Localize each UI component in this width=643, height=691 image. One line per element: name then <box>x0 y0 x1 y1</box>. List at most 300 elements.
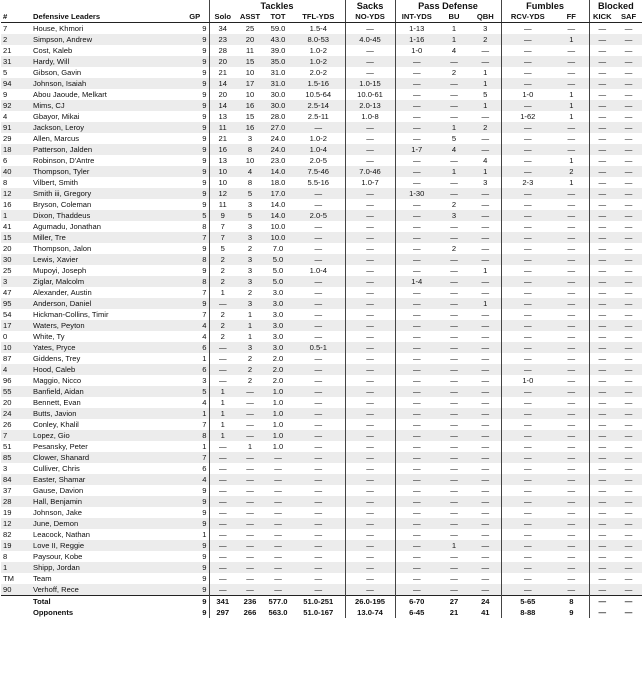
cell-sacks: — <box>345 320 395 331</box>
cell-asst: — <box>236 474 264 485</box>
group-header-row <box>1 0 642 11</box>
cell-sacks: — <box>345 463 395 474</box>
cell-ff: — <box>567 529 576 539</box>
cell-asst: 3 <box>247 221 253 231</box>
cell-rcv: — <box>501 463 554 474</box>
cell-bu: — <box>438 562 470 573</box>
cell-number: 40 <box>1 166 31 177</box>
cell-kick: — <box>589 188 615 199</box>
cell-rcv: — <box>501 529 554 540</box>
cell-solo: — <box>209 463 236 474</box>
cell-rcv: — <box>501 188 554 199</box>
cell-ff: — <box>567 265 576 275</box>
cell-number: 19 <box>3 507 12 517</box>
cell-rcv: — <box>501 485 554 496</box>
cell-saf: — <box>624 419 633 429</box>
cell-sacks: 1.0-15 <box>345 78 395 89</box>
cell-asst: — <box>246 485 254 495</box>
cell-saf: — <box>624 397 633 407</box>
cell-asst: — <box>236 518 264 529</box>
cell-tfl: — <box>314 419 323 429</box>
cell-ff: 1 <box>569 111 574 121</box>
cell-int: — <box>395 342 438 353</box>
cell-bu: — <box>438 188 470 199</box>
cell-ff: — <box>567 243 576 253</box>
cell-tot: 3.0 <box>272 309 284 319</box>
cell-tfl: — <box>292 584 345 596</box>
cell-bu: — <box>438 78 470 89</box>
cell-solo: — <box>209 485 236 496</box>
cell-number: 6 <box>3 155 8 165</box>
cell-gp: 6 <box>181 364 209 375</box>
table-row <box>1 221 642 232</box>
cell-sacks: — <box>345 309 395 320</box>
cell-tot: 3.0 <box>264 342 292 353</box>
cell-int: — <box>395 474 438 485</box>
cell-solo: 10 <box>209 166 236 177</box>
cell-tot: — <box>274 551 282 561</box>
cell-ff: — <box>554 342 589 353</box>
cell-tfl: — <box>314 507 323 517</box>
cell-player-name: Alexander, Austin <box>33 287 92 297</box>
cell-kick: — <box>589 232 615 243</box>
cell-asst: — <box>246 419 254 429</box>
cell-rcv: — <box>501 331 554 342</box>
cell-kick: — <box>589 56 615 67</box>
table-row <box>1 23 642 35</box>
cell-kick: — <box>589 23 615 35</box>
cell-bu: — <box>450 353 458 363</box>
cell-gp: 9 <box>181 584 209 596</box>
cell-saf: — <box>615 298 642 309</box>
cell-tfl: — <box>292 320 345 331</box>
cell-sacks: 26.0-195 <box>345 596 395 608</box>
cell-tfl: — <box>314 287 323 297</box>
cell-gp: 9 <box>202 507 207 517</box>
cell-tot: 7.0 <box>272 243 284 253</box>
cell-saf: — <box>615 232 642 243</box>
cell-tfl: 51.0-251 <box>292 596 345 608</box>
cell-kick: — <box>589 342 615 353</box>
cell-sacks: — <box>345 243 395 254</box>
cell-solo: — <box>209 364 236 375</box>
cell-asst: — <box>246 463 254 473</box>
cell-bu: — <box>450 155 458 165</box>
cell-tot: — <box>264 518 292 529</box>
cell-number: 25 <box>3 265 12 275</box>
cell-number: 3 <box>3 463 8 473</box>
cell-gp: 9 <box>181 298 209 309</box>
cell-asst: 3 <box>236 276 264 287</box>
cell-qbh: — <box>470 496 501 507</box>
cell-kick: — <box>589 430 615 441</box>
cell-saf: — <box>615 100 642 111</box>
cell-solo: — <box>209 529 236 540</box>
cell-qbh: — <box>481 287 490 297</box>
table-row <box>1 232 642 243</box>
cell-solo: — <box>209 584 236 596</box>
cell-kick: — <box>589 507 615 518</box>
cell-sacks: — <box>345 232 395 243</box>
cell-tfl: — <box>314 243 323 253</box>
table-row <box>1 397 642 408</box>
cell-gp: 7 <box>202 309 207 319</box>
cell-kick: — <box>589 397 615 408</box>
cell-tot: 59.0 <box>270 23 286 33</box>
cell-bu: — <box>450 89 458 99</box>
cell-saf: — <box>624 375 633 385</box>
column-header-row <box>1 11 642 23</box>
cell-rcv: — <box>501 386 554 397</box>
cell-rcv: — <box>501 298 554 309</box>
cell-saf: — <box>624 309 633 319</box>
cell-rcv: — <box>501 45 554 56</box>
cell-kick: — <box>589 573 615 584</box>
cell-tfl: 1.0-2 <box>292 56 345 67</box>
cell-ff: — <box>567 507 576 517</box>
cell-gp: 9 <box>202 199 207 209</box>
table-row <box>1 67 642 78</box>
cell-int: — <box>395 485 438 496</box>
table-row <box>1 474 642 485</box>
cell-player-name: Gbayor, Mikai <box>33 111 80 121</box>
cell-player-name: Shipp, Jordan <box>31 562 181 573</box>
cell-sacks: 4.0-45 <box>345 34 395 45</box>
cell-bu: 21 <box>449 607 459 617</box>
cell-player-name: Waters, Peyton <box>31 320 181 331</box>
cell-tot: 39.0 <box>270 45 286 55</box>
cell-gp: 7 <box>181 232 209 243</box>
cell-sacks: 10.0-61 <box>345 89 395 100</box>
cell-qbh: — <box>481 353 490 363</box>
cell-asst: 8 <box>236 144 264 155</box>
cell-rcv: — <box>501 441 554 452</box>
cell-solo: 16 <box>209 144 236 155</box>
cell-solo: 13 <box>209 111 236 122</box>
cell-gp: 1 <box>202 353 207 363</box>
cell-number: 20 <box>3 397 12 407</box>
cell-solo: 12 <box>209 188 236 199</box>
cell-player-name: Ziglar, Malcolm <box>31 276 181 287</box>
cell-bu: — <box>450 419 458 429</box>
cell-kick: — <box>589 298 615 309</box>
cell-player-name: Culliver, Chris <box>33 463 80 473</box>
cell-int: — <box>395 463 438 474</box>
cell-tfl: — <box>314 309 323 319</box>
cell-sacks: 1.0-8 <box>345 111 395 122</box>
cell-bu: — <box>438 100 470 111</box>
cell-ff: — <box>567 353 576 363</box>
cell-gp: 1 <box>202 529 207 539</box>
cell-player-name: Johnson, Isaiah <box>31 78 181 89</box>
cell-number: TM <box>3 573 14 583</box>
cell-int: — <box>395 210 438 221</box>
cell-sacks: — <box>345 452 395 463</box>
cell-asst: — <box>236 562 264 573</box>
cell-tfl: 2.0-2 <box>309 67 327 77</box>
cell-qbh: — <box>470 518 501 529</box>
table-row <box>1 210 642 221</box>
cell-number: 82 <box>3 529 12 539</box>
cell-asst: 3 <box>236 232 264 243</box>
defensive-stats-table <box>1 0 642 618</box>
col-int: INT-YDS <box>395 11 438 23</box>
cell-ff: — <box>554 320 589 331</box>
cell-number: 31 <box>1 56 31 67</box>
cell-sacks: — <box>345 188 395 199</box>
cell-sacks: — <box>345 441 395 452</box>
cell-bu: 4 <box>438 144 470 155</box>
cell-tfl: 7.5-46 <box>292 166 345 177</box>
cell-number: 17 <box>1 320 31 331</box>
cell-player-name: Bryson, Coleman <box>33 199 92 209</box>
cell-gp: 9 <box>202 155 207 165</box>
group-tackles: Tackles <box>209 0 345 11</box>
cell-solo: 2 <box>209 276 236 287</box>
cell-qbh: — <box>481 309 490 319</box>
cell-tfl: — <box>292 254 345 265</box>
cell-player-name: Mupoyi, Joseph <box>33 265 87 275</box>
cell-bu: — <box>438 254 470 265</box>
cell-asst: 2 <box>247 353 253 363</box>
cell-int: — <box>395 78 438 89</box>
cell-tot: — <box>264 584 292 596</box>
cell-ff: 1 <box>569 177 574 187</box>
cell-int: — <box>395 265 438 276</box>
cell-tot: 3.0 <box>264 320 292 331</box>
cell-kick: — <box>589 276 615 287</box>
cell-qbh: 5 <box>483 89 488 99</box>
cell-qbh: — <box>481 463 490 473</box>
cell-kick: — <box>589 122 615 133</box>
cell-player-name: Easter, Shamar <box>31 474 181 485</box>
cell-gp: 4 <box>202 397 207 407</box>
cell-tot: — <box>274 573 282 583</box>
cell-player-name: Smith iii, Gregory <box>31 188 181 199</box>
cell-bu: — <box>438 386 470 397</box>
cell-asst: 2 <box>247 375 253 385</box>
cell-tfl: 2.5-14 <box>292 100 345 111</box>
cell-int: — <box>395 419 438 430</box>
cell-int: — <box>395 298 438 309</box>
cell-number: 84 <box>1 474 31 485</box>
group-fumbles: Fumbles <box>501 0 589 11</box>
table-row <box>1 408 642 419</box>
cell-qbh: — <box>481 243 490 253</box>
cell-sacks: — <box>345 265 395 276</box>
table-row <box>1 529 642 540</box>
cell-number: 51 <box>3 441 12 451</box>
cell-rcv: — <box>501 166 554 177</box>
cell-bu: 2 <box>451 199 457 209</box>
cell-tot: — <box>264 562 292 573</box>
cell-player-name: Thompson, Jalon <box>33 243 92 253</box>
cell-gp: 9 <box>202 607 207 617</box>
cell-saf: — <box>624 67 633 77</box>
col-rcv: RCV-YDS <box>501 11 554 23</box>
cell-player-name: White, Ty <box>33 331 65 341</box>
cell-tfl: — <box>314 331 323 341</box>
col-ff: FF <box>554 11 589 23</box>
cell-rcv: — <box>501 562 554 573</box>
table-row <box>1 155 642 166</box>
cell-qbh: — <box>470 188 501 199</box>
cell-gp: 9 <box>181 34 209 45</box>
cell-kick: — <box>589 78 615 89</box>
cell-saf: — <box>624 485 633 495</box>
cell-number: 24 <box>1 408 31 419</box>
cell-gp: 9 <box>181 562 209 573</box>
cell-sacks: — <box>345 430 395 441</box>
cell-int: 1-16 <box>395 34 438 45</box>
cell-solo: 20 <box>209 89 236 100</box>
col-qbh: QBH <box>470 11 501 23</box>
totals-row <box>1 596 642 608</box>
cell-solo: 34 <box>209 23 236 35</box>
cell-saf: — <box>624 111 633 121</box>
cell-bu: — <box>438 232 470 243</box>
cell-saf: — <box>615 56 642 67</box>
cell-rcv: — <box>501 78 554 89</box>
col-tot: TOT <box>264 11 292 23</box>
cell-saf: — <box>624 23 633 33</box>
cell-sacks: — <box>345 573 395 584</box>
cell-tfl: — <box>314 441 323 451</box>
cell-int: 1-4 <box>395 276 438 287</box>
cell-qbh: — <box>481 375 490 385</box>
cell-number: 55 <box>1 386 31 397</box>
cell-qbh: 2 <box>470 122 501 133</box>
cell-number: 16 <box>3 199 12 209</box>
cell-rcv: — <box>501 122 554 133</box>
cell-kick: — <box>589 375 615 386</box>
cell-tot: 1.0 <box>272 441 284 451</box>
cell-rcv: — <box>501 342 554 353</box>
cell-number: 47 <box>3 287 12 297</box>
cell-bu: — <box>438 496 470 507</box>
cell-ff: 9 <box>569 607 574 617</box>
cell-gp: 9 <box>202 551 207 561</box>
cell-ff: — <box>567 331 576 341</box>
cell-sacks: — <box>345 155 395 166</box>
cell-saf: — <box>624 607 633 617</box>
cell-sacks: — <box>345 540 395 551</box>
cell-gp: 9 <box>202 45 207 55</box>
cell-ff: — <box>554 518 589 529</box>
cell-rcv: — <box>501 199 554 210</box>
cell-rcv: 8-88 <box>501 607 554 618</box>
cell-rcv: 1-62 <box>501 111 554 122</box>
cell-ff: — <box>567 309 576 319</box>
cell-saf: — <box>615 518 642 529</box>
cell-tfl: 2.0-5 <box>292 210 345 221</box>
cell-qbh: — <box>481 111 490 121</box>
cell-player-name: Lewis, Xavier <box>31 254 181 265</box>
cell-qbh: — <box>470 56 501 67</box>
cell-sacks: — <box>345 133 395 144</box>
cell-number: 30 <box>1 254 31 265</box>
cell-sacks: — <box>345 254 395 265</box>
cell-sacks: — <box>345 122 395 133</box>
cell-number: 18 <box>1 144 31 155</box>
cell-rcv: — <box>501 364 554 375</box>
cell-tot: 17.0 <box>264 188 292 199</box>
cell-tfl: 1.5-16 <box>292 78 345 89</box>
cell-solo: 14 <box>209 100 236 111</box>
cell-rcv: — <box>501 155 554 166</box>
table-row <box>1 518 642 529</box>
cell-gp: 8 <box>202 221 207 231</box>
cell-tot: 2.0 <box>272 353 284 363</box>
cell-ff: 2 <box>554 166 589 177</box>
cell-int: — <box>395 287 438 298</box>
cell-kick: — <box>589 144 615 155</box>
cell-gp: 9 <box>181 496 209 507</box>
table-row <box>1 309 642 320</box>
cell-int: — <box>395 331 438 342</box>
cell-ff: — <box>554 276 589 287</box>
cell-saf: — <box>615 452 642 463</box>
cell-number: 91 <box>1 122 31 133</box>
cell-saf: — <box>624 45 633 55</box>
table-row <box>1 584 642 596</box>
cell-saf: — <box>624 529 633 539</box>
cell-asst: 15 <box>245 111 255 121</box>
cell-solo: 2 <box>209 309 236 320</box>
cell-number: 3 <box>1 276 31 287</box>
cell-sacks: — <box>345 518 395 529</box>
cell-solo: — <box>209 375 236 386</box>
cell-tot: 10.0 <box>264 232 292 243</box>
cell-kick: — <box>589 67 615 78</box>
cell-tfl: — <box>292 562 345 573</box>
cell-number: 90 <box>1 584 31 596</box>
cell-player-name: Opponents <box>33 607 74 617</box>
cell-tfl: — <box>314 485 323 495</box>
cell-sacks: — <box>345 23 395 35</box>
cell-int: 1-0 <box>395 45 438 56</box>
cell-asst: — <box>236 540 264 551</box>
cell-gp: 9 <box>202 485 207 495</box>
col-player-name: Defensive Leaders <box>31 11 181 23</box>
cell-asst: 2 <box>236 364 264 375</box>
cell-ff: 1 <box>569 155 574 165</box>
cell-tot: 27.0 <box>264 122 292 133</box>
cell-int: — <box>395 56 438 67</box>
cell-bu: — <box>438 276 470 287</box>
cell-rcv: 1-0 <box>501 89 554 100</box>
cell-solo: 1 <box>209 386 236 397</box>
cell-rcv: — <box>501 353 554 364</box>
cell-sacks: — <box>345 507 395 518</box>
cell-rcv: — <box>501 397 554 408</box>
table-row <box>1 111 642 122</box>
cell-sacks: — <box>345 210 395 221</box>
cell-saf: — <box>615 496 642 507</box>
cell-gp: 7 <box>202 419 207 429</box>
cell-player-name: Conley, Khalil <box>33 419 79 429</box>
col-saf: SAF <box>615 11 642 23</box>
cell-asst: 8 <box>247 177 253 187</box>
cell-tfl: 8.0-53 <box>292 34 345 45</box>
cell-kick: — <box>589 452 615 463</box>
table-row <box>1 386 642 397</box>
cell-tot: 18.0 <box>270 177 286 187</box>
cell-saf: — <box>615 144 642 155</box>
cell-player-name: Maggio, Nicco <box>33 375 82 385</box>
cell-int: — <box>395 430 438 441</box>
cell-kick: — <box>589 562 615 573</box>
